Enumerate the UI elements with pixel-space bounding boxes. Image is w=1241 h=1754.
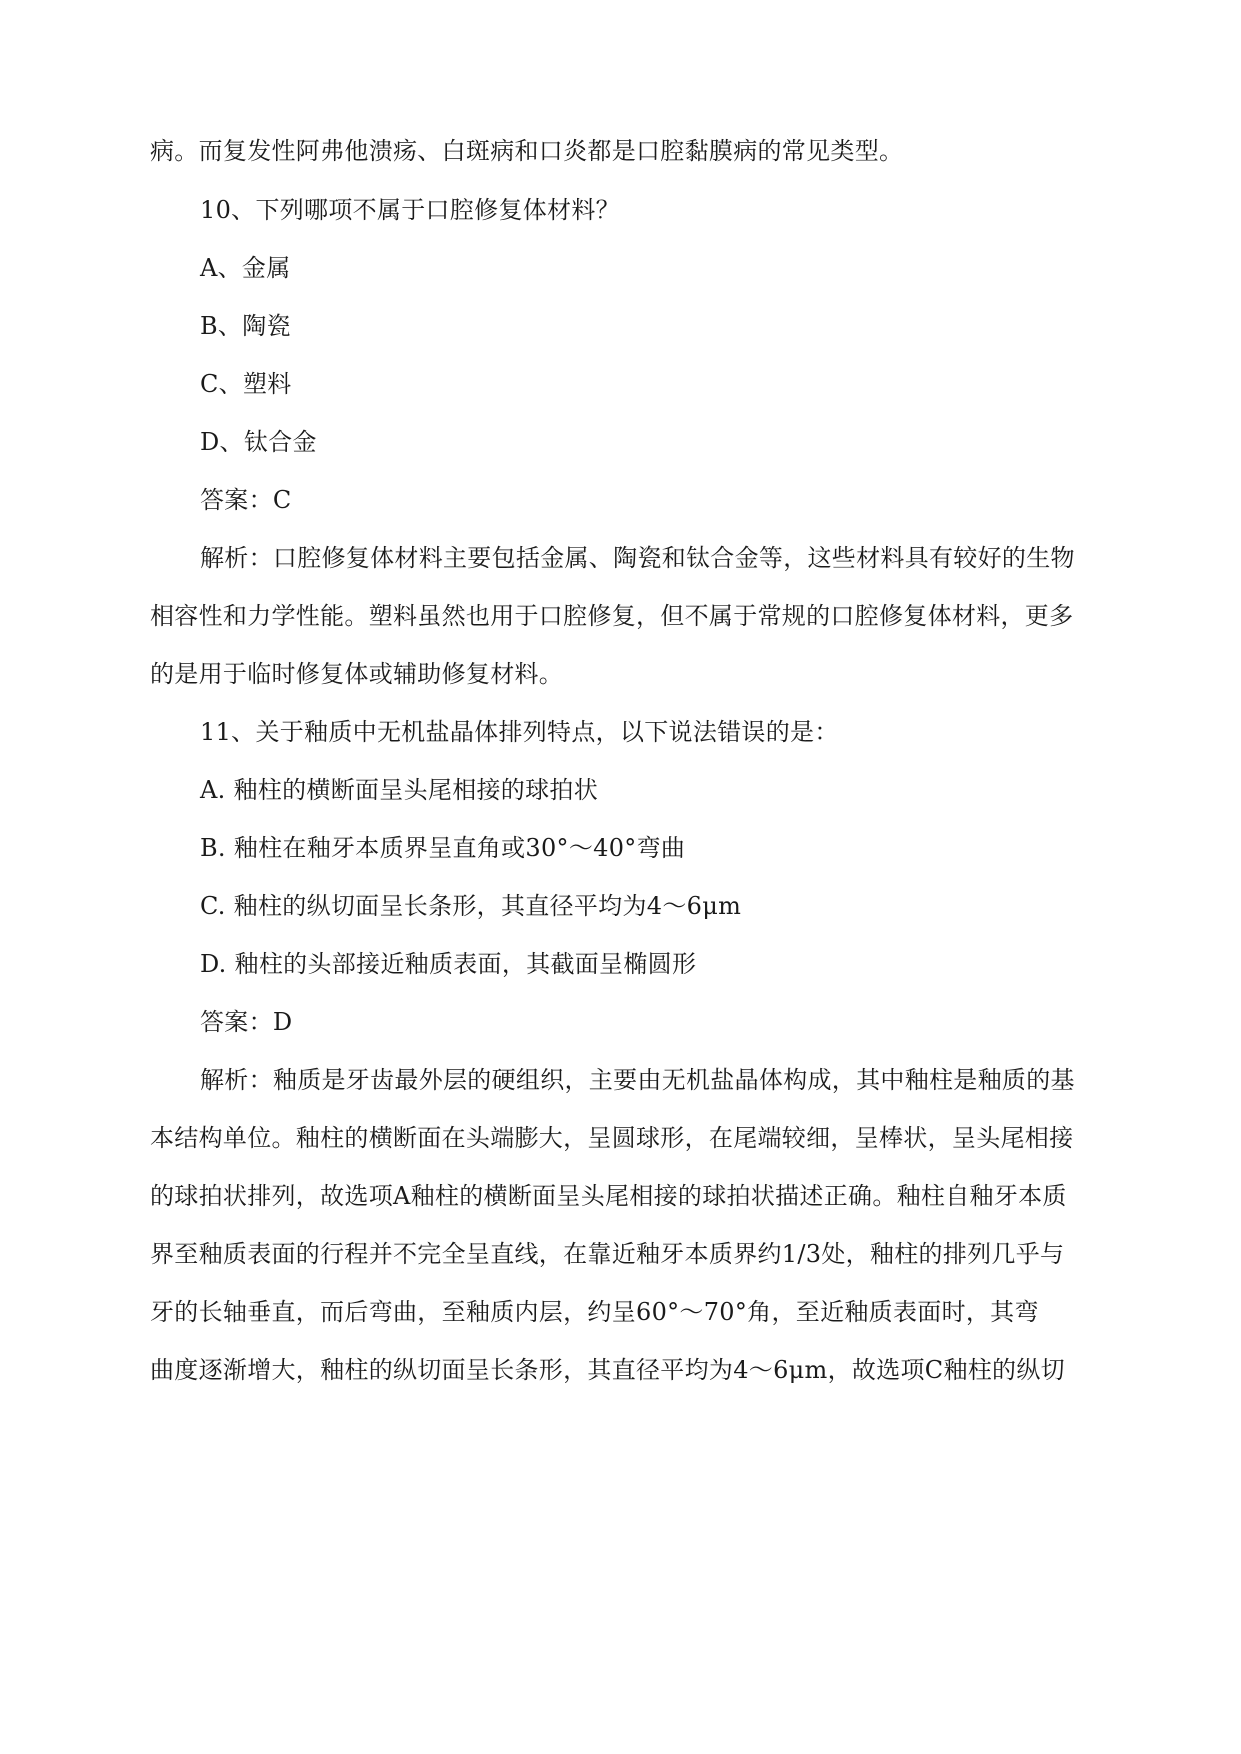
q10-answer: 答案：C (200, 486, 292, 514)
q11-explanation-line: 本结构单位。釉柱的横断面在头端膨大，呈圆球形，在尾端较细，呈棒状，呈头尾相接 (150, 1124, 1074, 1152)
q11-explanation-line: 的球拍状排列，故选项A釉柱的横断面呈头尾相接的球拍状描述正确。釉柱自釉牙本质 (150, 1182, 1067, 1210)
q11-explanation-line: 曲度逐渐增大，釉柱的纵切面呈长条形，其直径平均为4～6μm，故选项C釉柱的纵切 (150, 1356, 1065, 1384)
q11-option-a: A. 釉柱的横断面呈头尾相接的球拍状 (200, 776, 598, 804)
q11-explanation-line: 界至釉质表面的行程并不完全呈直线，在靠近釉牙本质界约1/3处，釉柱的排列几乎与 (150, 1240, 1065, 1268)
continuation-text: 病。而复发性阿弗他溃疡、白斑病和口炎都是口腔黏膜病的常见类型。 (150, 137, 904, 165)
question-10-text: 10、下列哪项不属于口腔修复体材料？ (200, 196, 620, 224)
q10-explanation-line: 相容性和力学性能。塑料虽然也用于口腔修复，但不属于常规的口腔修复体材料，更多 (150, 602, 1074, 630)
q10-option-a: A、金属 (200, 254, 291, 282)
q10-explanation-line: 的是用于临时修复体或辅助修复材料。 (150, 660, 564, 688)
q11-answer: 答案：D (200, 1008, 293, 1036)
q10-option-d: D、钛合金 (200, 428, 317, 456)
q11-option-c: C. 釉柱的纵切面呈长条形，其直径平均为4～6μm (200, 892, 742, 920)
q11-explanation-line: 解析：釉质是牙齿最外层的硬组织，主要由无机盐晶体构成，其中釉柱是釉质的基 (200, 1066, 1075, 1094)
q11-explanation-line: 牙的长轴垂直，而后弯曲，至釉质内层，约呈60°～70°角，至近釉质表面时，其弯 (150, 1298, 1039, 1326)
q11-option-b: B. 釉柱在釉牙本质界呈直角或30°～40°弯曲 (200, 834, 686, 862)
q10-explanation-line: 解析：口腔修复体材料主要包括金属、陶瓷和钛合金等，这些材料具有较好的生物 (200, 544, 1075, 572)
question-11-text: 11、关于釉质中无机盐晶体排列特点，以下说法错误的是： (200, 718, 839, 746)
q11-option-d: D. 釉柱的头部接近釉质表面，其截面呈椭圆形 (200, 950, 697, 978)
q10-option-c: C、塑料 (200, 370, 292, 398)
q10-option-b: B、陶瓷 (200, 312, 291, 340)
